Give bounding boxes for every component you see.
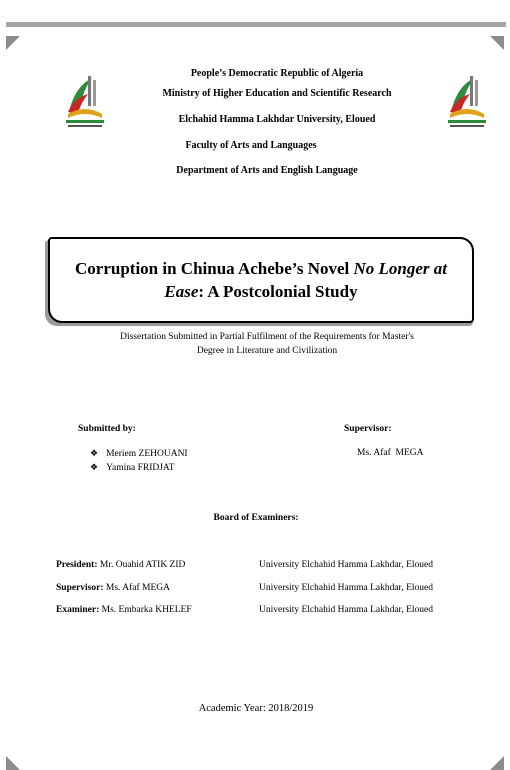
examiner-row (56, 605, 192, 615)
dissertation-title (66, 257, 456, 303)
title-novel-name: No Longer at Ease (164, 259, 447, 301)
examiner-row (56, 560, 185, 570)
subtitle-line-1: Dissertation Submitted in Partial Fulfilment of the Requirements for Master's (120, 332, 414, 342)
country-name: People’s Democratic Republic of Algeria (190, 68, 364, 79)
student-list-item (90, 462, 175, 473)
examiner-name: Ms. Embarka KHELEF (101, 605, 192, 615)
corner-triangle-top-left-icon (6, 36, 20, 50)
student-list-item (90, 448, 188, 459)
examiner-row (56, 583, 170, 593)
examiner-role: Examiner: (56, 605, 100, 615)
academic-year: Academic Year: 2018/2019 (198, 703, 314, 714)
title-part-2: : A Postcolonial Study (198, 282, 358, 301)
diamond-bullet-icon: ❖ (90, 448, 99, 458)
top-border-bar (6, 22, 506, 27)
examiner-name: Mr. Ouahid ATIK ZID (99, 560, 186, 570)
title-part-1: Corruption in Chinua Achebe’s Novel (75, 259, 354, 278)
ministry-name: Ministry of Higher Education and Scientific Research (162, 88, 392, 99)
examiner-affiliation: University Elchahid Hamma Lakhdar, Eloued (259, 560, 433, 570)
diamond-bullet-icon: ❖ (90, 462, 99, 472)
examiner-name: Ms. Afaf MEGA (105, 583, 170, 593)
submitted-by-label: Submitted by: (78, 424, 136, 434)
dissertation-title-box (48, 237, 474, 323)
student-name: Yamina FRIDJAT (106, 463, 175, 473)
faculty-name: Faculty of Arts and Languages (185, 140, 317, 151)
examiner-role: Supervisor: (56, 583, 104, 593)
corner-triangle-top-right-icon (490, 36, 504, 50)
examiner-affiliation: University Elchahid Hamma Lakhdar, Eloued (259, 583, 433, 593)
supervisor-name: Ms. Afaf MEGA (357, 448, 424, 458)
examiner-role: President: (56, 560, 98, 570)
subtitle-line-2: Degree in Literature and Civilization (196, 346, 338, 356)
corner-triangle-bottom-left-icon (6, 756, 20, 770)
board-of-examiners-label: Board of Examiners: (213, 513, 299, 523)
university-name: Elchahid Hamma Lakhdar University, Eloued (178, 114, 376, 125)
corner-triangle-bottom-right-icon (490, 756, 504, 770)
examiner-affiliation: University Elchahid Hamma Lakhdar, Eloued (259, 605, 433, 615)
supervisor-label: Supervisor: (344, 424, 392, 434)
department-name: Department of Arts and English Language (176, 165, 358, 176)
student-name: Meriem ZEHOUANI (106, 449, 188, 459)
